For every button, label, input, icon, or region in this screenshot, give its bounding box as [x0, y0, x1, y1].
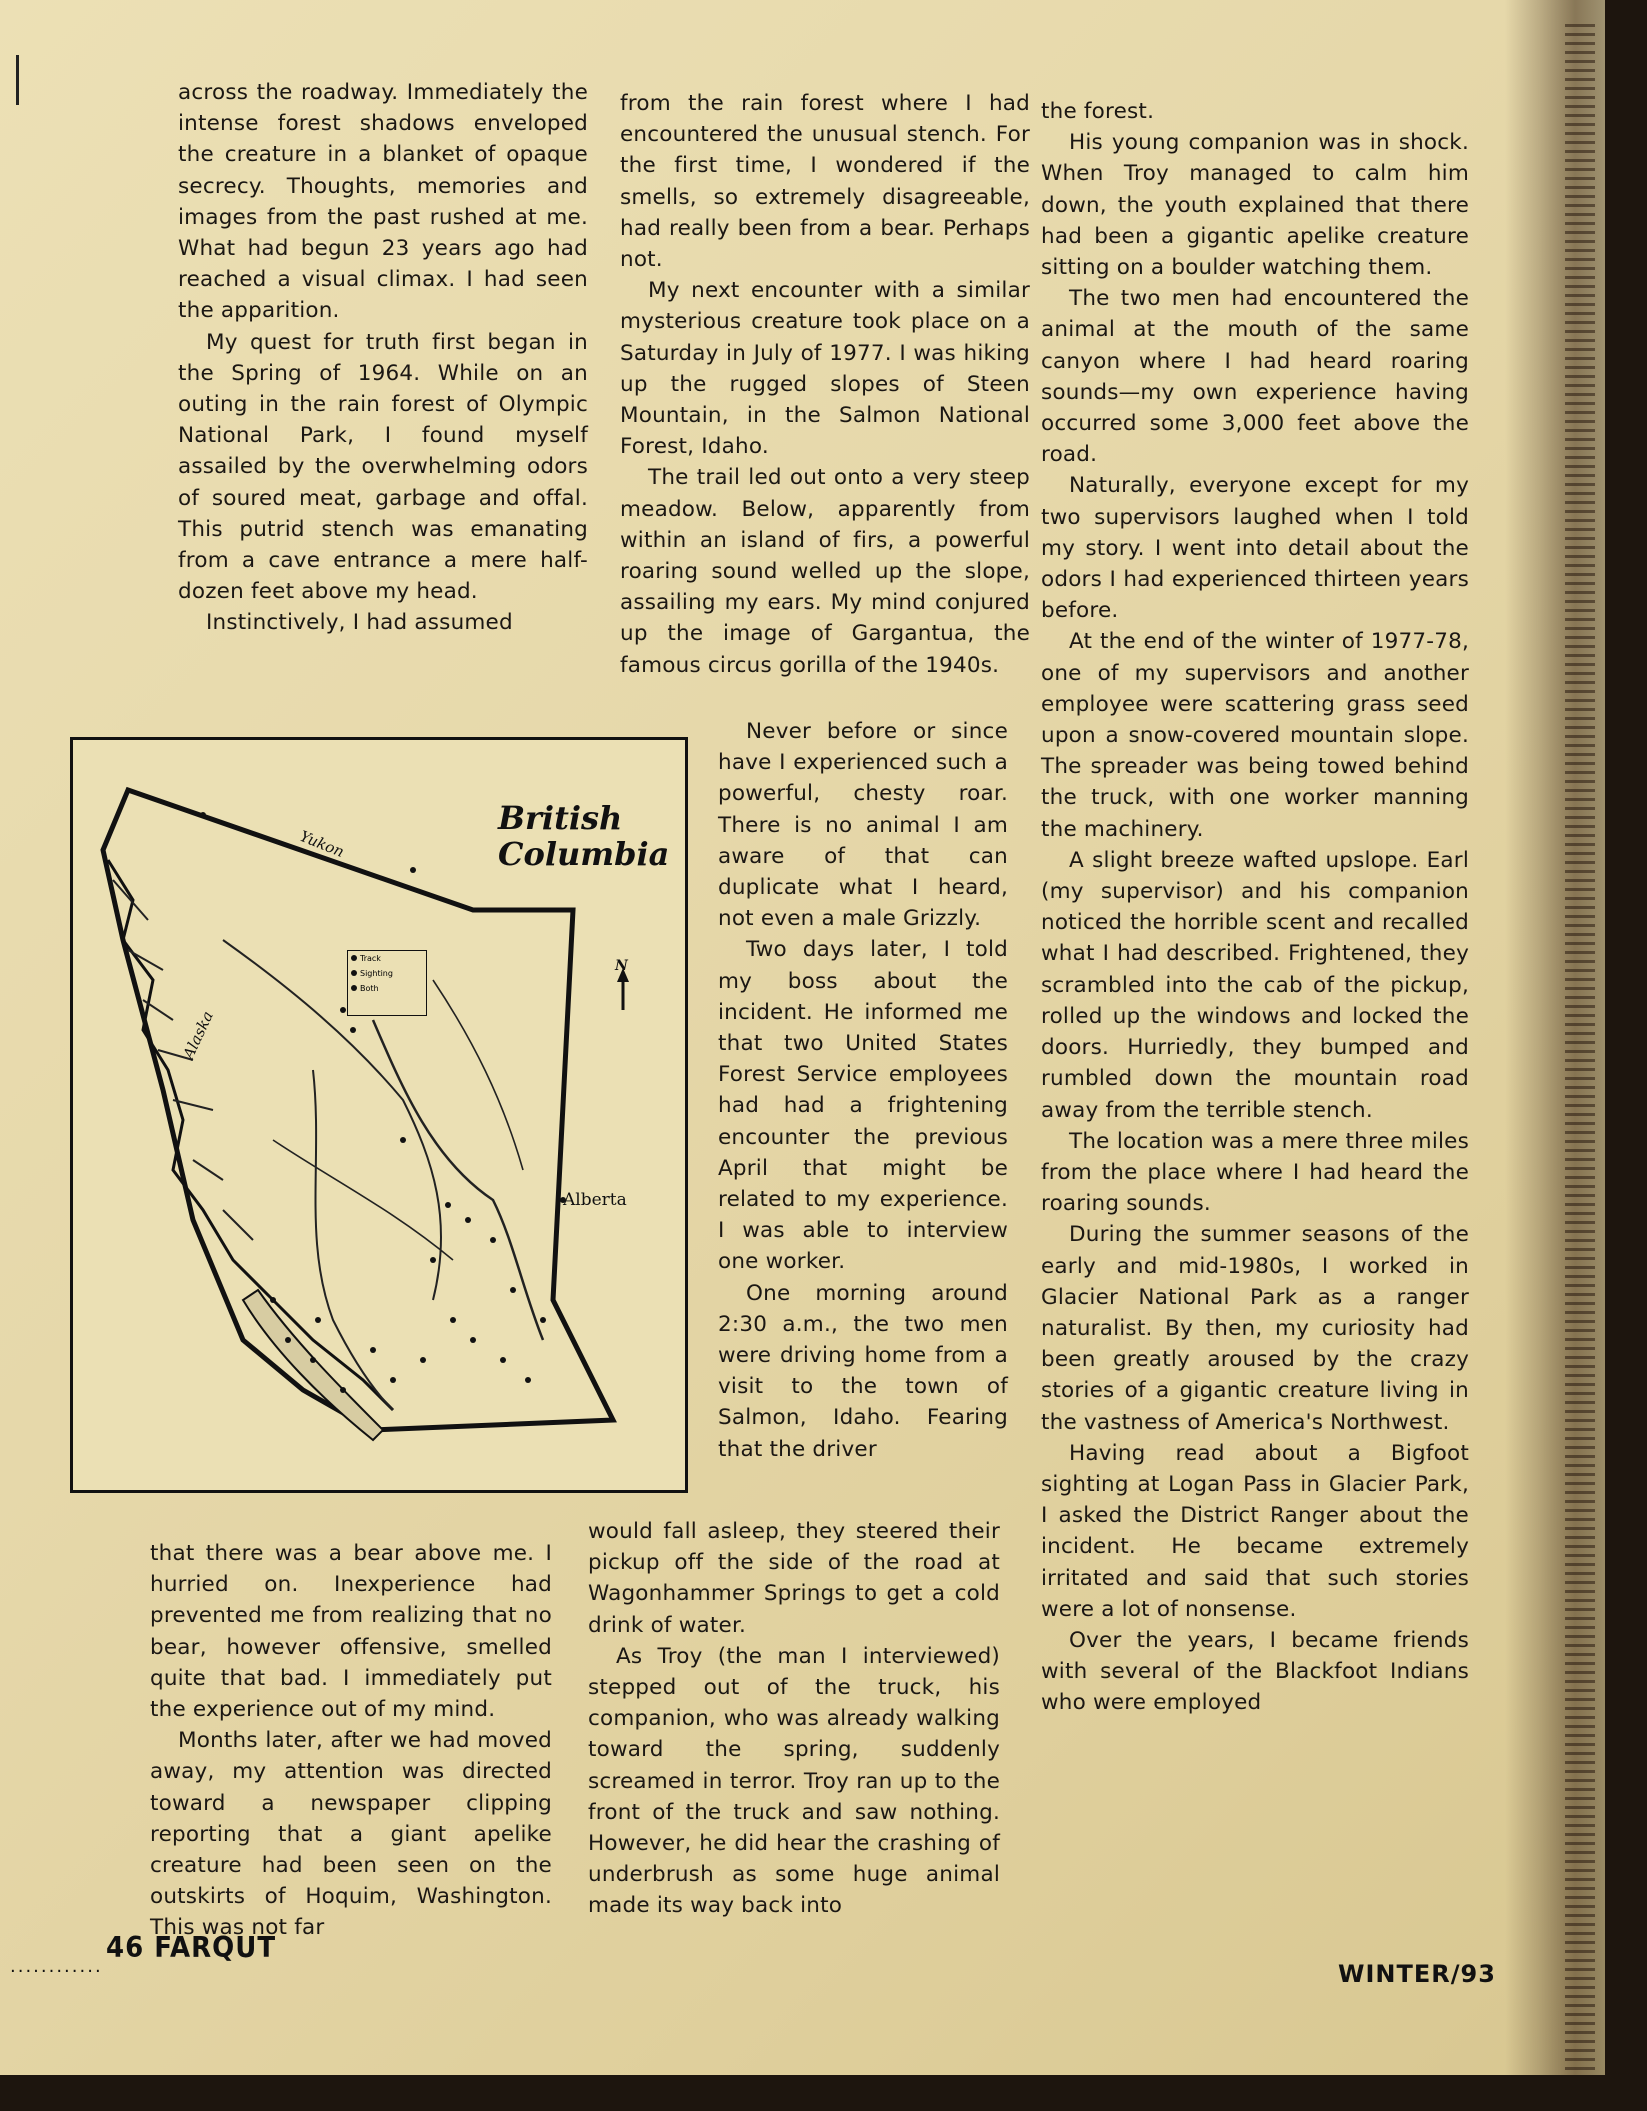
map-title-line: Columbia [498, 835, 670, 873]
river [313, 1070, 393, 1410]
legend-item: Sighting [348, 966, 426, 981]
paragraph: Naturally, everyone except for my two supervisors laughed when I told my story. I went into detail about the odors I had experienced thirteen years before. [1041, 473, 1469, 624]
paragraph: One morning around 2:30 a.m., the two men were driving home from a visit to the town of Salmon, Idaho. Fearing that the driver [718, 1280, 1008, 1462]
column-2-bottom [588, 1516, 1000, 1922]
paragraph: As Troy (the man I interviewed) stepped out of the truck, his companion, who was already walking toward the spring, suddenly screamed in terror. Troy ran up to the front of the truck and saw nothing. However, he did hear the crashing of underbrush as some huge animal made its way back into [588, 1643, 1000, 1919]
map-title-line: British [498, 799, 623, 837]
paragraph: Never before or since have I experienced such a powerful, chesty roar. There is no animal I am aware of that can duplicate what I heard, not even a male Grizzly. [718, 719, 1008, 932]
paragraph: Over the years, I became friends with several of the Blackfoot Indians who were employed [1041, 1627, 1469, 1716]
map-label-alaska: Alaska [179, 1008, 217, 1062]
paragraph: The two men had encountered the animal at the mouth of the same canyon where I had heard roaring sounds—my own experience having occurred some 3,000 feet above the road. [1041, 286, 1469, 468]
footer-dots: ............ [10, 1956, 103, 1977]
river [433, 980, 523, 1170]
map-label-yukon: Yukon [297, 827, 347, 861]
legend-item: Both [348, 981, 426, 996]
issue-date: WINTER/93 [1338, 1960, 1496, 1988]
paragraph: Instinctively, I had assumed [206, 610, 513, 636]
paragraph: from the rain forest where I had encountered the unusual stench. For the first time, I wondered if the smells, so extremely disagreeable, had really been from a bear. Perhaps not. [620, 91, 1030, 273]
paragraph: Two days later, I told my boss about the incident. He informed me that two United States Forest Service employees had had a frightening encounter the previous April that might be related to my experience. I was able to interview one worker. [718, 937, 1008, 1275]
column-2-wrap [718, 716, 1008, 1465]
coastline [108, 860, 393, 1410]
map-label-north: N [615, 958, 628, 974]
paragraph: would fall asleep, they steered their pickup off the side of the road at Wagonhammer Springs to get a cold drink of water. [588, 1519, 1000, 1638]
british-columbia-map [70, 737, 688, 1493]
legend-item: Track [348, 951, 426, 966]
river [373, 1020, 543, 1340]
next-page-bleed [1565, 20, 1595, 2070]
column-2-top [620, 88, 1030, 681]
page-number-magazine-name: 46 FARQUT [106, 1931, 277, 1965]
paragraph: that there was a bear above me. I hurried on. Inexperience had prevented me from realizing that no bear, however offensive, smelled quite that bad. I immediately put the experience out of my mind. [150, 1541, 552, 1723]
river [273, 1140, 453, 1260]
map-label-alberta: Alberta [563, 1190, 627, 1210]
column-3 [1041, 96, 1469, 1719]
paragraph: the forest. [1041, 99, 1155, 124]
column-1-top [178, 77, 588, 639]
paragraph: The location was a mere three miles from the place where I had heard the roaring sounds. [1041, 1128, 1469, 1217]
paragraph: across the roadway. Immediately the intense forest shadows enveloped the creature in a blanket of opaque secrecy. Thoughts, memories and images from the past rushed at me. What had begun 23 years ago had reached a visual climax. I had seen the apparition. [178, 80, 588, 324]
paragraph: A slight breeze wafted upslope. Earl (my supervisor) and his companion noticed the horrible scent and recalled what I had described. Frightened, they scrambled into the cab of the pickup, rolled up the windows and locked the doors. Hurriedly, they bumped and rumbled down the mountain road away from the terrible stench. [1041, 847, 1469, 1123]
paragraph: At the end of the winter of 1977-78, one of my supervisors and another employee were scattering grass seed upon a snow-covered mountain slope. The spreader was being towed behind the truck, with one worker manning the machinery. [1041, 629, 1469, 842]
left-margin-rule [16, 55, 19, 105]
paragraph: Having read about a Bigfoot sighting at Logan Pass in Glacier Park, I asked the District Ranger about the incident. He became extremely irritated and said that such stories were a lot of nonsense. [1041, 1440, 1469, 1622]
paragraph: My next encounter with a similar mysterious creature took place on a Saturday in July of 1977. I was hiking up the rugged slopes of Steen Mountain, in the Salmon National Forest, Idaho. [620, 278, 1030, 460]
paragraph: During the summer seasons of the early and mid-1980s, I worked in Glacier National Park as a ranger naturalist. By then, my curiosity had been greatly aroused by the crazy stories of a gigantic creature living in the vastness of America's Northwest. [1041, 1222, 1469, 1435]
paragraph: My quest for truth first began in the Spring of 1964. While on an outing in the rain forest of Olympic National Park, I found myself assailed by the overwhelming odors of soured meat, garbage and offal. This putrid stench was emanating from a cave entrance a mere half-dozen feet above my head. [178, 329, 588, 605]
column-1-bottom [150, 1538, 552, 1944]
paragraph: His young companion was in shock. When Troy managed to calm him down, the youth explained that there had been a gigantic apelike creature sitting on a boulder watching them. [1041, 130, 1469, 281]
map-title [498, 800, 678, 872]
paragraph: Months later, after we had moved away, my attention was directed toward a newspaper clipping reporting that a giant apelike creature had been seen on the outskirts of Hoquim, Washington. This was not far [150, 1728, 552, 1941]
vancouver-island [243, 1290, 383, 1440]
map-legend [347, 950, 427, 1016]
paragraph: The trail led out onto a very steep meadow. Below, apparently from within an island of firs, a powerful roaring sound welled up the slope, assailing my ears. My mind conjured up the image of Gargantua, the famous circus gorilla of the 1940s. [620, 465, 1030, 678]
